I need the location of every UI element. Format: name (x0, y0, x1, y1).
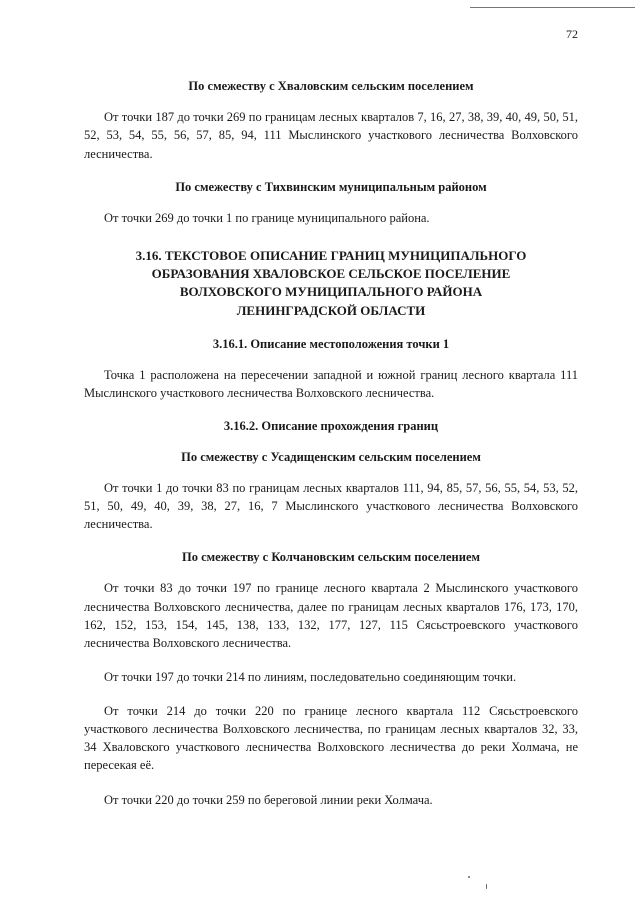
main-title (84, 247, 578, 320)
scan-speck (468, 876, 470, 878)
page-number: 72 (566, 27, 578, 41)
subsection-1-heading: 3.16.1. Описание местоположения точки 1 (212, 336, 450, 351)
section-text-tikhvin: От точки 269 до точки 1 по границе муниципального района. (104, 210, 430, 225)
main-title-line: ОБРАЗОВАНИЯ ХВАЛОВСКОЕ СЕЛЬСКОЕ ПОСЕЛЕНИЕ (151, 266, 511, 282)
block-text-kolchanovo-3: От точки 214 до точки 220 по границе лесного квартала 112 Сясьстроевского участкового лесничества Волховского лесничества, по границам лесных кварталов 32, 33, 34 Хваловского участкового лесничества Волховского лесничества до реки Холмача, не пересекая её. (84, 704, 578, 773)
section-heading-tikhvin: По смежеству с Тихвинским муниципальным районом (175, 179, 487, 194)
subsection-2-heading: 3.16.2. Описание прохождения границ (223, 419, 439, 434)
block-heading-usadishche: По смежеству с Усадищенским сельским поселением (181, 449, 481, 464)
block-text-kolchanovo-4: От точки 220 до точки 259 по береговой линии реки Холмача. (104, 792, 433, 807)
block-text-usadishche: От точки 1 до точки 83 по границам лесных кварталов 111, 94, 85, 57, 56, 55, 54, 53, 52, 51, 50, 49, 40, 39, 38, 27, 16, 7 Мыслинского участкового лесничества Волховского лесничества. (84, 480, 578, 531)
section-text-khvalovskoe: От точки 187 до точки 269 по границам лесных кварталов 7, 16, 27, 38, 39, 40, 49, 50, 51, 52, 53, 54, 55, 56, 57, 85, 94, 111 Мыслинского участкового лесничества Волховского лесничества. (84, 110, 578, 161)
main-title-line: ВОЛХОВСКОГО МУНИЦИПАЛЬНОГО РАЙОНА (179, 284, 483, 300)
scan-speck (486, 884, 487, 889)
main-title-line: ЛЕНИНГРАДСКОЙ ОБЛАСТИ (236, 302, 426, 318)
block-heading-kolchanovo: По смежеству с Колчановским сельским поселением (181, 550, 481, 565)
block-text-kolchanovo-2: От точки 197 до точки 214 по линиям, последовательно соединяющим точки. (104, 669, 517, 684)
main-title-line: 3.16. ТЕКСТОВОЕ ОПИСАНИЕ ГРАНИЦ МУНИЦИПАЛЬНОГО (135, 248, 527, 263)
section-heading-khvalovskoe: По смежеству с Хваловским сельским поселением (188, 79, 474, 93)
header-rule (470, 7, 635, 8)
block-text-kolchanovo-1: От точки 83 до точки 197 по границе лесного квартала 2 Мыслинского участкового лесничества Волховского лесничества, далее по границам лесных кварталов 176, 173, 170, 162, 152, 153, 154, 145, 138, 133, 132, 177, 127, 115 Сясьстроевского участкового лесничества Волховского лесничества. (84, 581, 578, 650)
document-body (84, 78, 578, 825)
subsection-1-text: Точка 1 расположена на пересечении западной и южной границ лесного квартала 111 Мыслинского участкового лесничества Волховского лесничества. (84, 368, 578, 401)
